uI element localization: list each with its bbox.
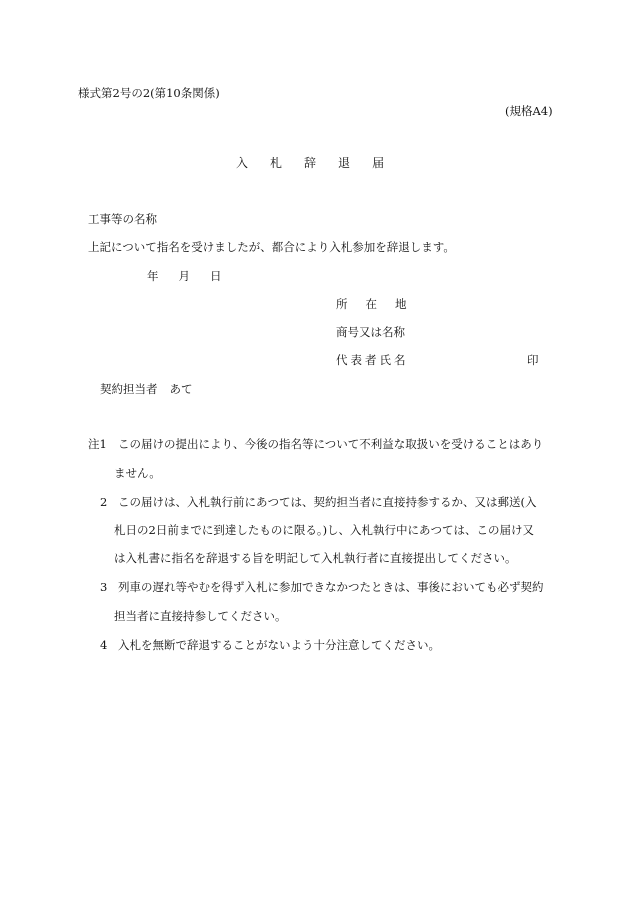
title-char: 札 — [270, 156, 283, 170]
paper-size-spec: (規格A4) — [505, 104, 553, 118]
document-title — [236, 156, 384, 170]
title-char: 辞 — [304, 156, 317, 170]
project-name-label: 工事等の名称 — [88, 212, 157, 226]
date-day: 日 — [210, 269, 222, 283]
note-1 — [88, 437, 543, 451]
note-3 — [100, 580, 544, 594]
note-2-cont: は入札書に指名を辞退する旨を明記して入札執行者に直接提出してください。 — [114, 551, 517, 565]
addressee-line — [100, 382, 193, 396]
intro-statement: 上記について指名を受けましたが、都合により入札参加を辞退します。 — [88, 240, 455, 254]
applicant-company-label: 商号又は名称 — [336, 325, 405, 339]
note-text: 入札を無断で辞退することがないよう十分注意してください。 — [118, 638, 440, 652]
title-char: 退 — [338, 156, 351, 170]
date-year: 年 — [147, 269, 159, 283]
note-3-cont: 担当者に直接持参してください。 — [114, 609, 287, 623]
applicant-address-label: 所 在 地 — [336, 297, 407, 311]
addressee-role: 契約担当者 — [100, 382, 158, 396]
addressee-suffix: あて — [169, 382, 193, 396]
note-1-cont: ません。 — [114, 466, 161, 480]
form-number: 様式第2号の2(第10条関係) — [78, 86, 220, 100]
note-label: 注1 — [88, 437, 107, 451]
note-4 — [100, 638, 440, 652]
note-label: 4 — [100, 638, 108, 652]
note-2-cont: 札日の2日前までに到達したものに限る。)し、入札執行中にあつては、この届け又 — [114, 523, 535, 537]
note-text: 列車の遅れ等やむを得ず入札に参加できなかつたときは、事後においても必ず契約 — [118, 580, 544, 594]
note-text: この届けの提出により、今後の指名等について不利益な取扱いを受けることはあり — [118, 437, 544, 451]
note-label: 2 — [100, 495, 108, 509]
date-month: 月 — [178, 269, 190, 283]
note-label: 3 — [100, 580, 108, 594]
title-char: 入 — [236, 156, 249, 170]
note-text: この届けは、入札執行前にあつては、契約担当者に直接持参するか、又は郵送(入 — [118, 495, 537, 509]
title-char: 届 — [372, 156, 385, 170]
applicant-representative-label: 代 表 者 氏 名 — [336, 353, 406, 367]
note-2 — [100, 495, 536, 509]
date-line — [147, 269, 222, 283]
seal-mark: 印 — [527, 353, 539, 367]
